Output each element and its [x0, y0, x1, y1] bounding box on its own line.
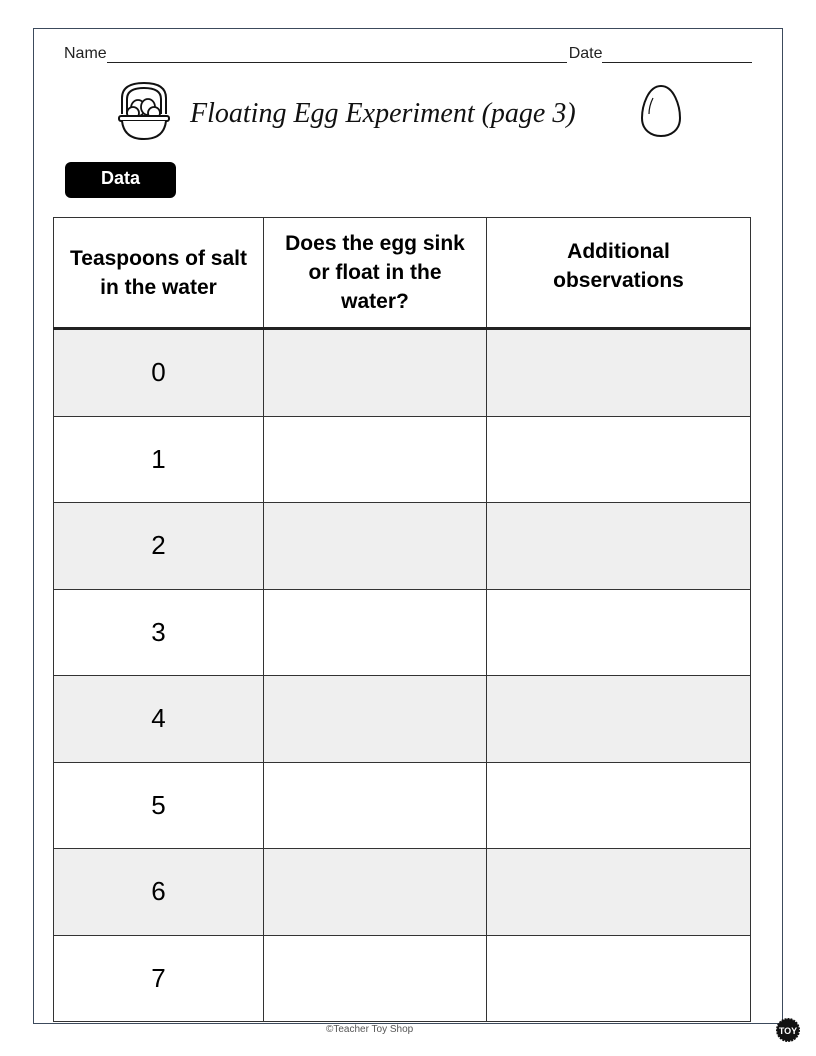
sink-float-cell[interactable] [264, 329, 487, 417]
teaspoons-cell: 4 [54, 676, 264, 763]
table-row [54, 503, 751, 590]
observations-cell[interactable] [487, 762, 751, 849]
table-row [54, 416, 751, 503]
teaspoons-cell: 1 [54, 416, 264, 503]
observations-cell[interactable] [487, 503, 751, 590]
name-field[interactable] [107, 44, 567, 63]
column-header-teaspoons: Teaspoons of salt in the water [54, 218, 264, 329]
svg-text:TOY: TOY [778, 1026, 798, 1036]
sink-float-cell[interactable] [264, 589, 487, 676]
worksheet-title: Floating Egg Experiment (page 3) [190, 98, 576, 129]
table-row [54, 676, 751, 763]
sink-float-cell[interactable] [264, 935, 487, 1022]
observations-cell[interactable] [487, 676, 751, 763]
sink-float-cell[interactable] [264, 503, 487, 590]
teaspoons-cell: 0 [54, 329, 264, 417]
sink-float-cell[interactable] [264, 849, 487, 936]
observations-cell[interactable] [487, 329, 751, 417]
copyright-text: ©Teacher Toy Shop [326, 1024, 414, 1035]
sink-float-cell[interactable] [264, 676, 487, 763]
teaspoons-cell: 6 [54, 849, 264, 936]
table-row [54, 329, 751, 417]
date-label: Date [568, 45, 603, 62]
table-row [54, 849, 751, 936]
column-header-sink-float: Does the egg sink or float in the water? [264, 218, 487, 329]
section-label-data: Data [65, 162, 176, 198]
observations-cell[interactable] [487, 589, 751, 676]
data-table [53, 217, 751, 1022]
observations-cell[interactable] [487, 416, 751, 503]
observations-cell[interactable] [487, 849, 751, 936]
table-header-row [54, 218, 751, 329]
date-field[interactable] [602, 44, 752, 63]
sink-float-cell[interactable] [264, 416, 487, 503]
name-label: Name [64, 45, 107, 62]
egg-basket-icon [116, 80, 172, 142]
teacher-toy-shop-logo-icon [775, 1017, 801, 1043]
teaspoons-cell: 2 [54, 503, 264, 590]
column-header-observations: Additional observations [487, 218, 751, 329]
table-row [54, 762, 751, 849]
sink-float-cell[interactable] [264, 762, 487, 849]
table-row [54, 935, 751, 1022]
name-date-line [64, 44, 764, 63]
teaspoons-cell: 5 [54, 762, 264, 849]
observations-cell[interactable] [487, 935, 751, 1022]
teaspoons-cell: 3 [54, 589, 264, 676]
teaspoons-cell: 7 [54, 935, 264, 1022]
table-row [54, 589, 751, 676]
egg-icon [640, 84, 682, 138]
